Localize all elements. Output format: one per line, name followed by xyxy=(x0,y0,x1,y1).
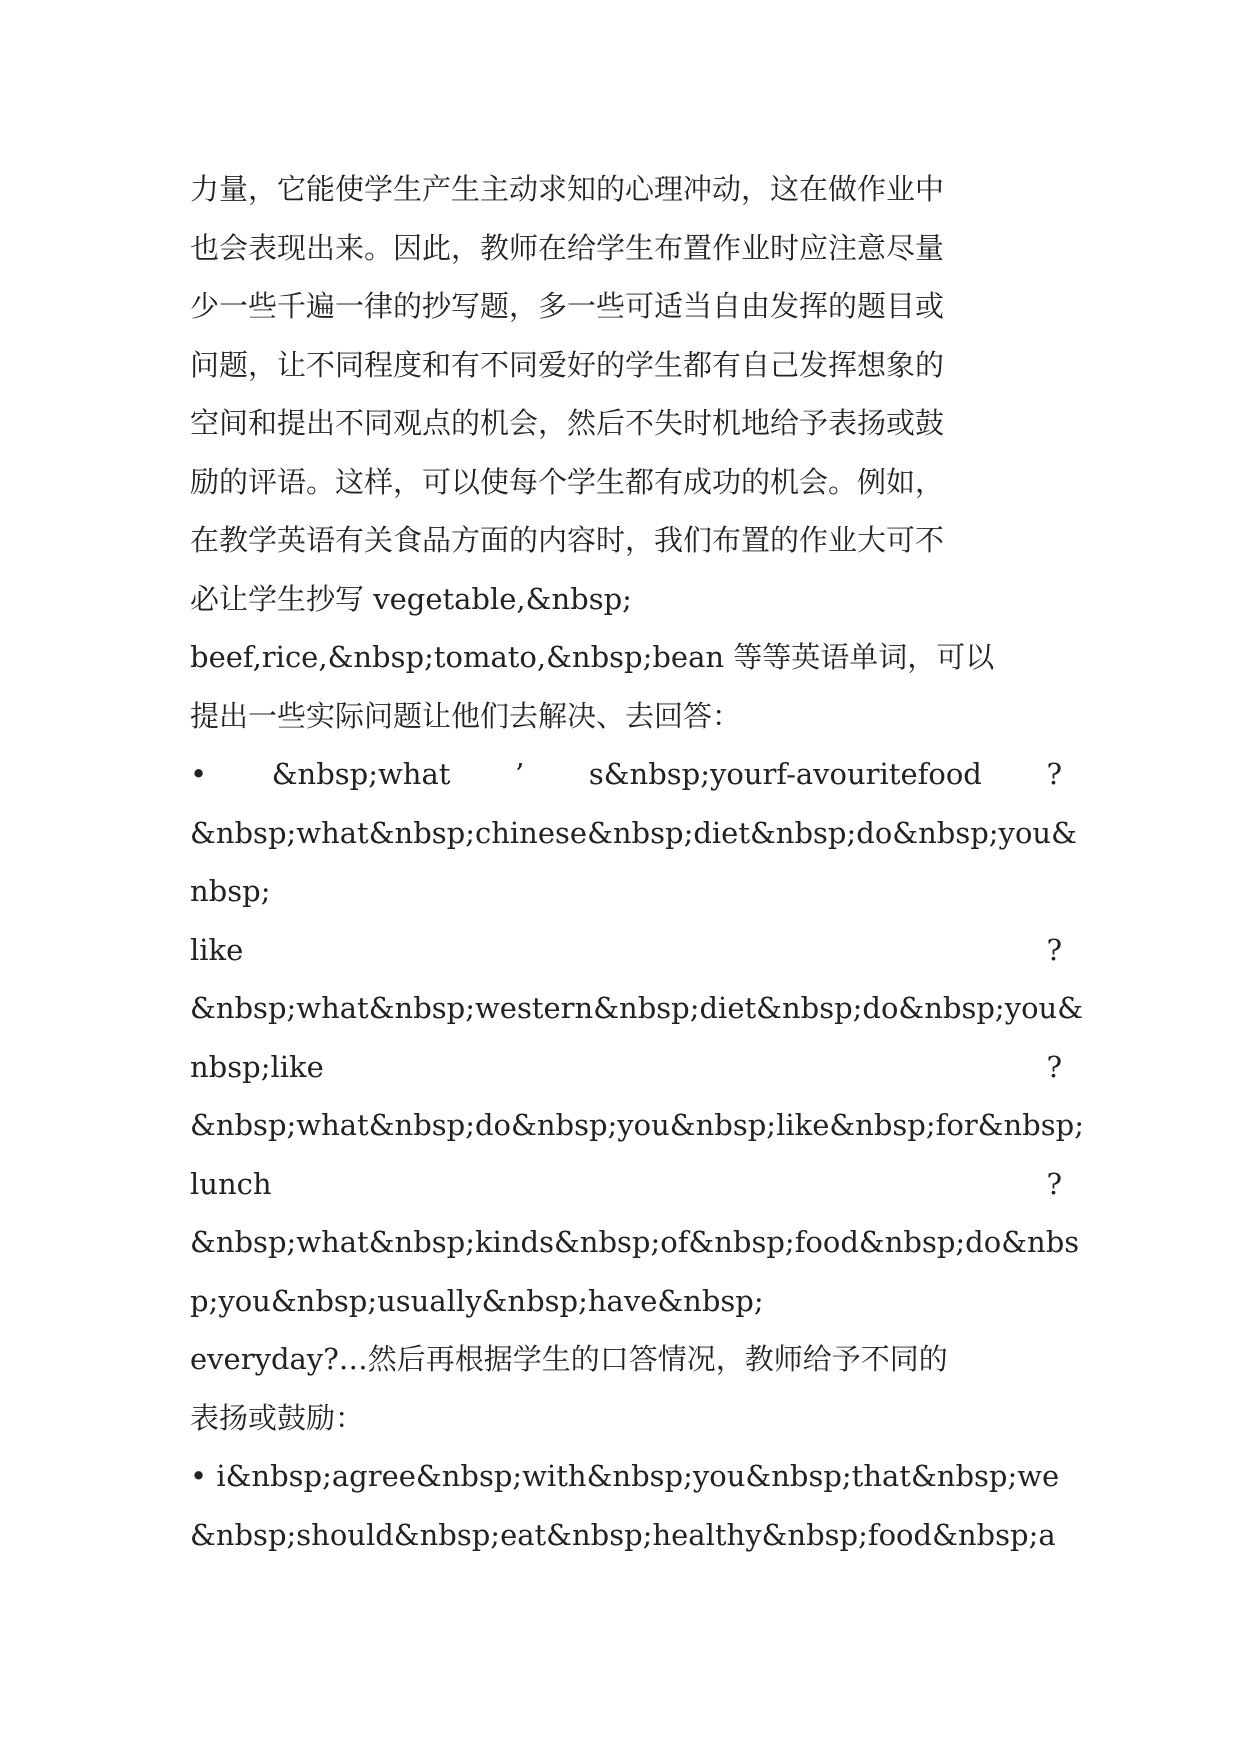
text-line: 力量，它能使学生产生主动求知的心理冲动，这在做作业中 xyxy=(190,172,945,206)
question-mark: ? xyxy=(1046,1049,1062,1084)
question-mark: ? xyxy=(1046,1166,1062,1201)
text-line: 提出一些实际问题让他们去解决、去回答： xyxy=(190,698,742,733)
question-end-line xyxy=(190,921,1062,980)
question-end-line xyxy=(190,1155,1062,1214)
question-mark: ? xyxy=(1046,932,1062,967)
question-end-line xyxy=(190,1038,1062,1097)
text-line: &nbsp;what&nbsp;western&nbsp;diet&nbsp;do&nbsp;you& xyxy=(190,991,1084,1025)
bullet-icon: • xyxy=(190,757,208,791)
text-line: beef,rice,&nbsp;tomato,&nbsp;bean 等等英语单词，可以 xyxy=(190,640,995,674)
question-part: s&nbsp;yourf-avouritefood xyxy=(588,757,982,791)
text-line: p;you&nbsp;usually&nbsp;have&nbsp; xyxy=(190,1283,764,1318)
text-line: 表扬或鼓励： xyxy=(190,1400,365,1435)
text-line: 励的评语。这样，可以使每个学生都有成功的机会。例如， xyxy=(190,464,945,499)
answer-line: • i&nbsp;agree&nbsp;with&nbsp;you&nbsp;that&nbsp;we xyxy=(190,1459,1060,1493)
text-line: 少一些千遍一律的抄写题，多一些可适当自由发挥的题目或 xyxy=(190,289,945,323)
text-line: nbsp; xyxy=(190,874,271,908)
body-text xyxy=(190,160,1084,1564)
text-line: &nbsp;what&nbsp;chinese&nbsp;diet&nbsp;do&nbsp;you& xyxy=(190,815,1077,850)
question-mark: ? xyxy=(1046,757,1062,791)
apostrophe: ’ xyxy=(515,757,525,791)
text-line: 必让学生抄写 vegetable,&nbsp; xyxy=(190,581,632,616)
text-line: &nbsp;what&nbsp;do&nbsp;you&nbsp;like&nbsp;for&nbsp; xyxy=(190,1108,1084,1142)
text-line: 在教学英语有关食品方面的内容时，我们布置的作业大可不 xyxy=(190,523,945,557)
answer-line: &nbsp;should&nbsp;eat&nbsp;healthy&nbsp;food&nbsp;a xyxy=(190,1517,1056,1552)
text-line: 问题，让不同程度和有不同爱好的学生都有自己发挥想象的 xyxy=(190,347,945,382)
text-line: 也会表现出来。因此，教师在给学生布置作业时应注意尽量 xyxy=(190,230,945,265)
question-word: nbsp;like xyxy=(190,1049,324,1084)
question-word: like xyxy=(190,932,244,967)
question-part: &nbsp;what xyxy=(271,757,451,791)
question-line-1 xyxy=(190,745,1062,804)
question-word: lunch xyxy=(190,1166,272,1201)
text-line: &nbsp;what&nbsp;kinds&nbsp;of&nbsp;food&nbsp;do&nbs xyxy=(190,1225,1080,1259)
text-line: everyday?…然后再根据学生的口答情况，教师给予不同的 xyxy=(190,1342,948,1376)
text-line: 空间和提出不同观点的机会，然后不失时机地给予表扬或鼓 xyxy=(190,406,945,440)
